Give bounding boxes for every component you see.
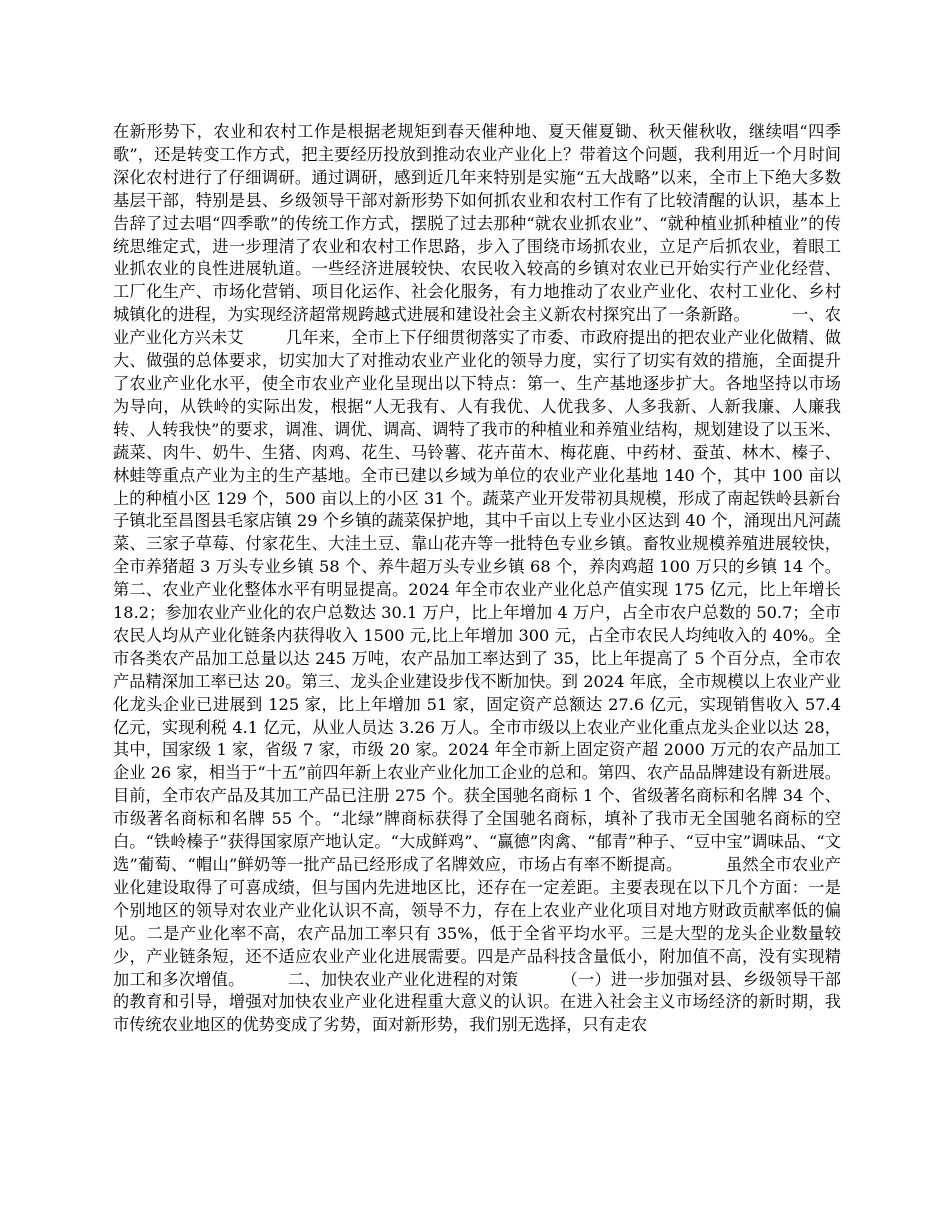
- document-page: [113, 121, 847, 1037]
- body-text: 在新形势下，农业和农村工作是根据老规矩到春天催种地、夏天催夏锄、秋天催秋收，继续唱“四季歌”，还是转变工作方式，把主要经历投放到推动农业产业化上？带着这个问题，我利用近一个月时间深化农村进行了仔细调研。通过调研，感到近几年来特别是实施“五大战略”以来，全市上下绝大多数基层干部，特别是县、乡级领导干部对新形势下如何抓农业和农村工作有了比较清醒的认识，基本上告辞了过去唱“四季歌”的传统工作方式，摆脱了过去那种“就农业抓农业”、“就种植业抓种植业”的传统思维定式，进一步理清了农业和农村工作思路，步入了围绕市场抓农业，立足产后抓农业，着眼工业抓农业的良性进展轨道。一些经济进展较快、农民收入较高的乡镇对农业已开始实行产业化经营、工厂化生产、市场化营销、项目化运作、社会化服务，有力地推动了农业产业化、农村工业化、乡村城镇化的进程，为实现经济超常规跨越式进展和建设社会主义新农村探究出了一条新路。 一、农业产业化方兴未艾 几年来，全市上下仔细贯彻落实了市委、市政府提出的把农业产业化做精、做大、做强的总体要求，切实加大了对推动农业产业化的领导力度，实行了切实有效的措施，全面提升了农业产业化水平，使全市农业产业化呈现出以下特点：第一、生产基地逐步扩大。各地坚持以市场为导向，从铁岭的实际出发，根据“人无我有、人有我优、人优我多、人多我新、人新我廉、人廉我转、人转我快”的要求，调准、调优、调高、调特了我市的种植业和养殖业结构，规划建设了以玉米、蔬菜、肉牛、奶牛、生猪、肉鸡、花生、马铃薯、花卉苗木、梅花鹿、中药材、蚕茧、林木、榛子、林蛙等重点产业为主的生产基地。全市已建以乡域为单位的农业产业化基地 140 个，其中 100 亩以上的种植小区 129 个，500 亩以上的小区 31 个。蔬菜产业开发带初具规模，形成了南起铁岭县新台子镇北至昌图县毛家店镇 29 个乡镇的蔬菜保护地，其中千亩以上专业小区达到 40 个，涌现出凡河蔬菜、三家子草莓、付家花生、大洼土豆、靠山花卉等一批特色专业乡镇。畜牧业规模养殖进展较快，全市养猪超 3 万头专业乡镇 58 个、养牛超万头专业乡镇 68 个，养肉鸡超 100 万只的乡镇 14 个。第二、农业产业化整体水平有明显提高。2024 年全市农业产业化总产值实现 175 亿元，比上年增长 18.2；参加农业产业化的农户总数达 30.1 万户，比上年增加 4 万户，占全市农户总数的 50.7；全市农民人均从产业化链条内获得收入 1500 元,比上年增加 300 元，占全市农民人均纯收入的 40%。全市各类农产品加工总量以达 245 万吨，农产品加工率达到了 35，比上年提高了 5 个百分点，全市农产品精深加工率已达 20。第三、龙头企业建设步伐不断加快。到 2024 年底，全市规模以上农业产业化龙头企业已进展到 125 家，比上年增加 51 家，固定资产总额达 27.6 亿元，实现销售收入 57.4 亿元，实现利税 4.1 亿元，从业人员达 3.26 万人。全市市级以上农业产业化重点龙头企业以达 28，其中，国家级 1 家，省级 7 家，市级 20 家。2024 年全市新上固定资产超 2000 万元的农产品加工企业 26 家，相当于“十五”前四年新上农业产业化加工企业的总和。第四、农产品品牌建设有新进展。目前，全市农产品及其加工产品已注册 275 个。获全国驰名商标 1 个、省级著名商标和名牌 34 个、市级著名商标和名牌 55 个。“北绿”牌商标获得了全国驰名商标，填补了我市无全国驰名商标的空白。“铁岭榛子”获得国家原产地认定。“大成鲜鸡”、“赢德”肉禽、“郁青”种子、“豆中宝”调味品、“文选”葡萄、“帽山”鲜奶等一批产品已经形成了名牌效应，市场占有率不断提高。 虽然全市农业产业化建设取得了可喜成绩，但与国内先进地区比，还存在一定差距。主要表现在以下几个方面：一是个别地区的领导对农业产业化认识不高，领导不力，存在上农业产业化项目对地方财政贡献率低的偏见。二是产业化率不高，农产品加工率只有 35%，低于全省平均水平。三是大型的龙头企业数量较少，产业链条短，还不适应农业产业化进展需要。四是产品科技含量低小，附加值不高，没有实现精加工和多次增值。 二、加快农业产业化进程的对策 （一）进一步加强对县、乡级领导干部的教育和引导，增强对加快农业产业化进程重大意义的认识。在进入社会主义市场经济的新时期，我市传统农业地区的优势变成了劣势，面对新形势，我们别无选择，只有走农: [113, 122, 847, 1035]
